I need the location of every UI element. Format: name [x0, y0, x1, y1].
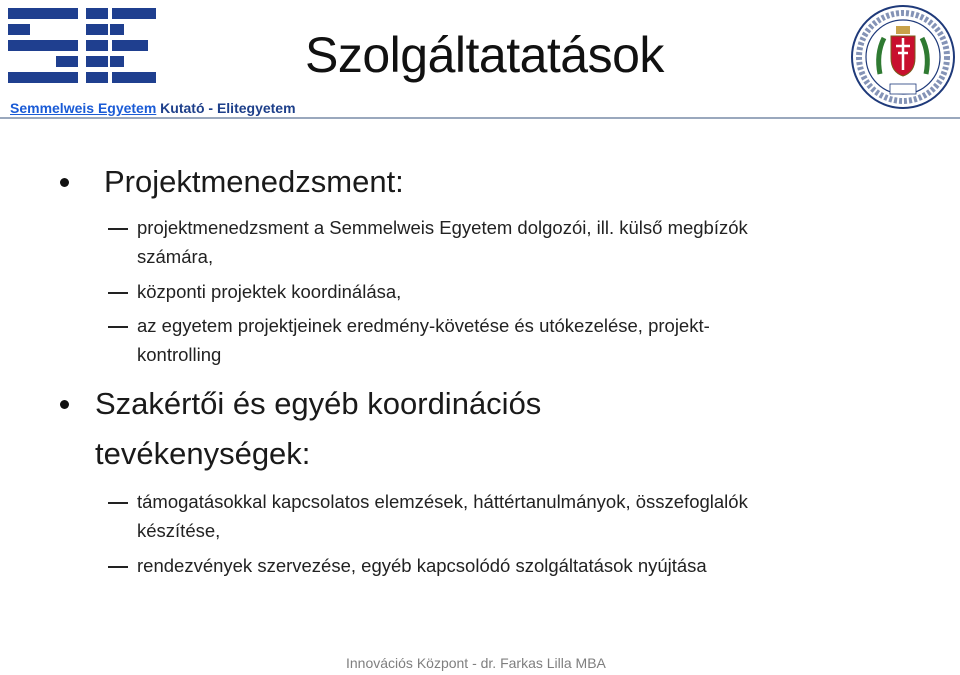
page-title: Szolgáltatatások — [305, 27, 664, 83]
tagline-link[interactable]: Semmelweis Egyetem — [10, 100, 157, 116]
tagline-rest: Kutató - Elitegyetem — [156, 100, 296, 116]
list-item-line: projektmenedzsment a Semmelweis Egyetem dolgozói, ill. külső megbízók — [137, 217, 748, 238]
section-heading-line: Szakértői és egyéb koordinációs — [95, 386, 542, 421]
list-item-line: készítése, — [137, 520, 221, 541]
section-bullet — [60, 400, 69, 409]
item-dash — [108, 502, 128, 504]
slide-footer: Innovációs Központ - dr. Farkas Lilla MBA — [346, 655, 606, 671]
item-dash — [108, 566, 128, 568]
section-heading-line: tevékenységek: — [95, 436, 311, 471]
item-dash — [108, 228, 128, 230]
list-item-line: az egyetem projektjeinek eredmény-követése és utókezelése, projekt- — [137, 315, 710, 336]
item-dash — [108, 292, 128, 294]
section-heading: Projektmenedzsment: — [104, 164, 404, 199]
list-item-line: támogatásokkal kapcsolatos elemzések, háttértanulmányok, összefoglalók — [137, 491, 748, 512]
section-bullet — [60, 178, 69, 187]
list-item-line: központi projektek koordinálása, — [137, 281, 402, 302]
item-dash — [108, 326, 128, 328]
list-item-line: kontrolling — [137, 344, 222, 365]
list-item-line: rendezvények szervezése, egyéb kapcsolódó szolgáltatások nyújtása — [137, 555, 707, 576]
list-item-line: számára, — [137, 246, 214, 267]
